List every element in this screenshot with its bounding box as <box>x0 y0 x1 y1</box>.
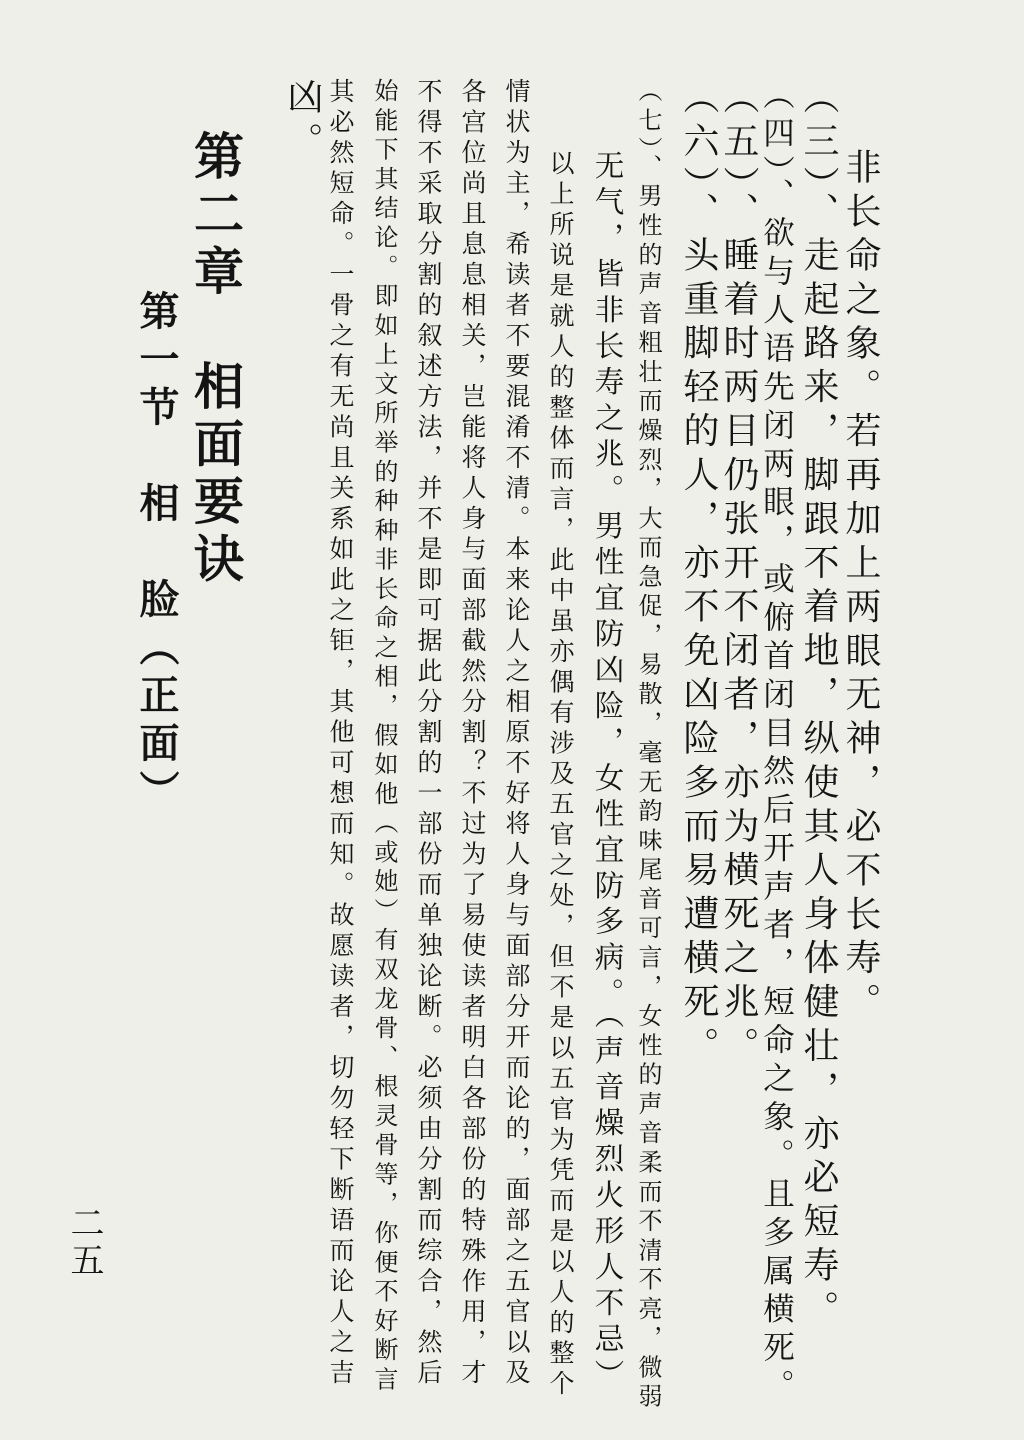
page-number: 二五 <box>64 1205 104 1280</box>
text-column-9: 情状为主，希读者不要混淆不清。本来论人之相原不好将人身与面部分开而论的，面部之五官以及 <box>502 78 531 1390</box>
text-column-14: 凶。 <box>282 78 323 166</box>
text-column-11: 不得不采取分割的叙述方法，并不是即可据此分割的一部份而单独论断。必须由分割而综合，然后 <box>414 78 443 1390</box>
text-column-12: 始能下其结论。即如上文所举的种种非长命之相，假如他（或她）有双龙骨、根灵骨等，你便不好断言 <box>370 78 398 1396</box>
text-column-2: （三）、走起路来，脚跟不着地，纵使其人身体健壮，亦必短寿。 <box>798 78 839 1334</box>
text-column-8: 以上所说是就人的整体而言，此中虽亦偶有涉及五官之处，但不是以五官为凭而是以人的整个 <box>546 150 575 1401</box>
section-title: 第一节 相 脸（正面） <box>133 290 180 818</box>
chapter-title: 第二章 相面要诀 <box>186 130 245 590</box>
text-column-13: 其必然短命。一骨之有无尚且关系如此之钜，其他可想而知。故愿读者，切勿轻下断语而论人之吉 <box>326 78 355 1390</box>
text-column-1: 非长命之象。若再加上两眼无神，必不长寿。 <box>840 148 881 1027</box>
text-column-5: （六）、头重脚轻的人，亦不免凶险多而易遭横死。 <box>678 78 719 1071</box>
text-column-4: （五）、睡着时两目仍张开不闭者，亦为横死之兆。 <box>718 78 759 1071</box>
text-column-7: 无气，皆非长寿之兆。男性宜防凶险，女性宜防多病。（声音燥烈火形人不忌） <box>590 150 625 1395</box>
text-column-6: （七）、男性的声音粗壮而燥烈，大而急促，易散，毫无韵味尾音可言，女性的声音柔而不清不亮，微弱 <box>634 78 662 1413</box>
text-column-10: 各宫位尚且息息相关，岂能将人身与面部截然分割？不过为了易使读者明白各部份的特殊作用，才 <box>458 78 487 1390</box>
text-column-3: （四）、欲与人语先闭两眼，或俯首闭目然后开声者，短命之象。且多属横死。 <box>758 78 795 1408</box>
